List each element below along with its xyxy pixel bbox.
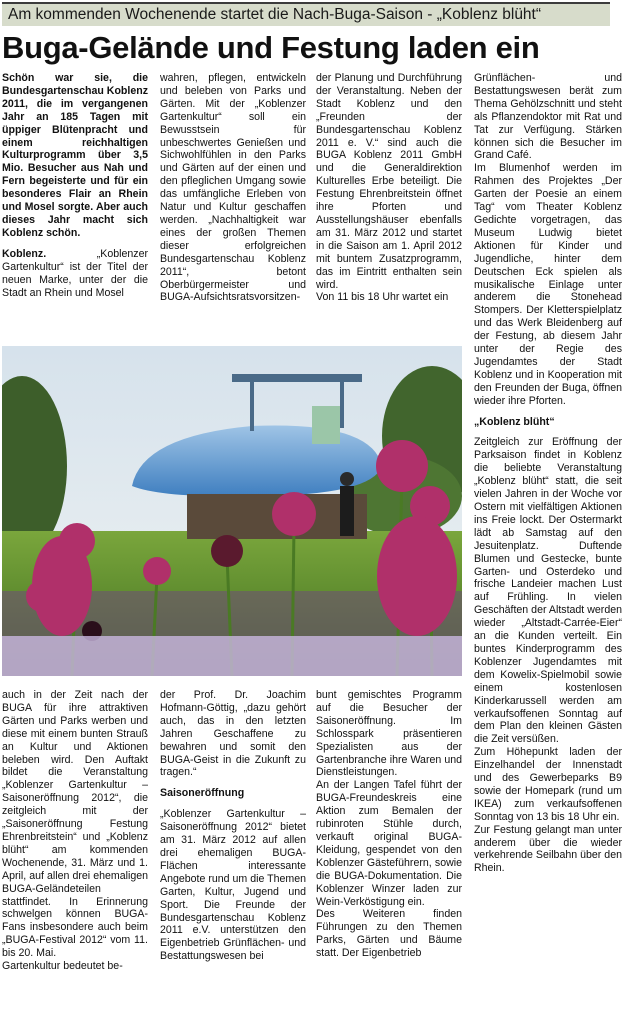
column-3 [316,72,462,304]
bottom-column-3-body-3: Des Weiteren finden Führungen zu den Themen Parks, Gärten und Bäume statt. Der Eigenbetrieb [316,908,462,960]
bottom-column-1-body: auch in der Zeit nach der BUGA für ihre attraktiven Gärten und Parks werben und diese mit einem bunten Strauß an Kultur und Aktionen beleben wird. Den Auftakt bildet die Veranstaltung „Koblenzer Gartenkultur – Saisoneröffnung 2012“, die zeitgleich mit der „Saisoneröffnung Festung Ehrenbreitstein“ und „Koblenz blüht“ am kommenden Wochenende, 31. März und 1. April, auf allen drei ehemaligen BUGA-Geländeteilen stattfindet. In Erinnerung schwelgen können BUGA-Fans insbesondere auch beim „BUGA-Festival 2012“ vom 11. bis 20. Mai. [2,689,148,960]
kicker-bar [2,2,610,26]
column-4 [474,72,622,875]
article-headline: Buga-Gelände und Festung laden ein [2,30,540,65]
garden-photo-illustration [2,346,462,676]
column-1 [2,72,148,299]
koblenz-blueht-heading: „Koblenz blüht“ [474,415,555,428]
bottom-column-1-body-2: Gartenkultur bedeutet be- [2,960,123,973]
column-4-p1: Grünflächen- und Bestattungswesen berät zum Thema Gehölzschnitt und steht als Pflanzendoktor mit Rat und Tat zur Verfügung. Stärken können sich die Besucher im Grand Café. [474,72,622,162]
bottom-column-1 [2,689,148,973]
saisoneroeffnung-heading: Saisoneröffnung [160,787,245,800]
bottom-column-2-body-2: „Koblenzer Gartenkultur – Saisoneröffnung 2012“ bietet am 31. März 2012 auf allen drei ehemaligen BUGA-Flächen interessante Angebote rund um die Themen Garten, Kultur, Jugend und Sport. Die Freunde der Bundesgartenschau Koblenz 2011 e.V. unterstützen den Eigenbetrieb Grünflächen- und Bestattungswesen bei [160,808,306,963]
column-2 [160,72,306,304]
column-1-body: „Koblenzer Gartenkultur“ ist der Titel der neuen Marke, unter der die Stadt an Rhein und Mosel [2,247,148,299]
column-4-p3: Zeitgleich zur Eröffnung der Parksaison findet in Koblenz die beliebte Veranstaltung „Koblenz blüht“ statt, die seit vielen Jahren in der Woche vor Ostern mit vielfältigen Aktionen ins Freie lockt. Der Ostermarkt lädt ab Samstag auf den Jesuitenplatz. Duftende Blumen und Gestecke, bunte Garten- und Osterdeko und frische Landeier machen Lust auf Frühling. In vielen Geschäften der Altstadt werden wieder „Altstadt-Carrée-Eier“ an die Kunden verteilt. Ein buntes Kinderprogramm des Koblenzer Jugendamtes mit dem Kowelix-Spielmobil sowie einem kostenlosen Kinderkarussell werden am verkaufsoffenen Sonntag auf dem Plan den kleinen Gästen die Zeit versüßen. [474,436,622,746]
bottom-column-3 [316,689,462,960]
kicker-text: Am kommenden Wochenende startet die Nach-Buga-Saison - „Koblenz blüht“ [8,6,542,23]
bottom-column-2 [160,689,306,963]
garden-photo [2,346,462,676]
lead-paragraph: Schön war sie, die Bundesgartenschau Koblenz 2011, die im vergangenen Jahr an 185 Tagen mit üppiger Blütenpracht und einem reichhaltigen Kulturprogramm über 3,5 Mio. Besucher aus Nah und Fern begeisterte und für ein besonderes Flair an Rhein und Mosel sorgte. Aber auch dieses Jahr macht sich Koblenz schön. [2,72,148,239]
bottom-column-2-body: der Prof. Dr. Joachim Hofmann-Göttig, „dazu gehört auch, das in den letzten Jahren Geschaffene zu bewahren und somit den BUGA-Geist in die Zukunft zu tragen.“ [160,689,306,779]
dateline: Koblenz. [2,247,47,260]
column-4-p4: Zum Höhepunkt laden der Einzelhandel der Innenstadt und des Gewerbeparks B9 sowie der Homepark (rund um IKEA) zum verkaufsoffenen Sonntag von 13 bis 18 Uhr ein. [474,746,622,823]
bottom-column-3-body: bunt gemischtes Programm auf die Besucher der Saisoneröffnung. Im Schlosspark präsentieren Spezialisten aus der Gartenbranche ihre Waren und Dienstleistungen. [316,689,462,779]
column-4-p5: Zur Festung gelangt man unter anderem über die wieder verkehrende Seilbahn über den Rhein. [474,823,622,875]
column-4-p2: Im Blumenhof werden im Rahmen des Projektes „Der Garten der Poesie an einem Tag“ vom Theater Koblenz Gedichte vorgetragen, das Museum Ludwig bietet Aktionen für Kinder und Jugendliche, hinter dem Deutschen Eck spielen als musikalische Einlage unter anderem die Stonehead Stompers. Der Kletterspielplatz und das Werk Bleidenberg auf der Festung, ab diesem Jahr unter der Regie des Jugendamtes der Stadt Koblenz und in Kooperation mit den Freunden der Buga, öffnen wieder ihre Pforten. [474,162,622,407]
column-3-body-2: Von 11 bis 18 Uhr wartet ein [316,291,449,304]
bottom-column-3-body-2: An der Langen Tafel führt der BUGA-Freundeskreis eine Aktion zum Bemalen der rubinroten Stühle durch, verkauft original BUGA-Kleidung, gespendet von den Koblenzer Gästeführern, sowie die BUGA-Dokumentation. Die Koblenzer Winzer laden zur Wein-Verköstigung ein. [316,779,462,908]
column-2-body: wahren, pflegen, entwickeln und beleben von Parks und Gärten. Mit der „Koblenzer Gartenkultur“ soll ein Bewusstsein für unbeschwertes Genießen und Sichwohlfühlen in den Parks und Gärten auf der einen und den pfleglichen Umgang sowie das umfängliche Erleben von Natur und Kultur geschaffen werden. „Nachhaltigkeit war eines der großen Themen dieser erfolgreichen Bundesgartenschau Koblenz 2011“, betont Oberbürgermeister und BUGA-Aufsichtsratsvorsitzen- [160,72,306,304]
column-3-body: der Planung und Durchführung der Veranstaltung. Neben der Stadt Koblenz und den „Freunden der Bundesgartenschau Koblenz 2011 e. V.“ sind auch die BUGA Koblenz 2011 GmbH und die Generaldirektion Kulturelles Erbe beteiligt. Die Festung Ehrenbreitstein öffnet ihre Pforten und Ausstellungshäuser ebenfalls am 31. März 2012 und startet in die Saison am 1. April 2012 mit buntem Zusatzprogramm, das im Eintritt enthalten sein wird. [316,72,462,291]
